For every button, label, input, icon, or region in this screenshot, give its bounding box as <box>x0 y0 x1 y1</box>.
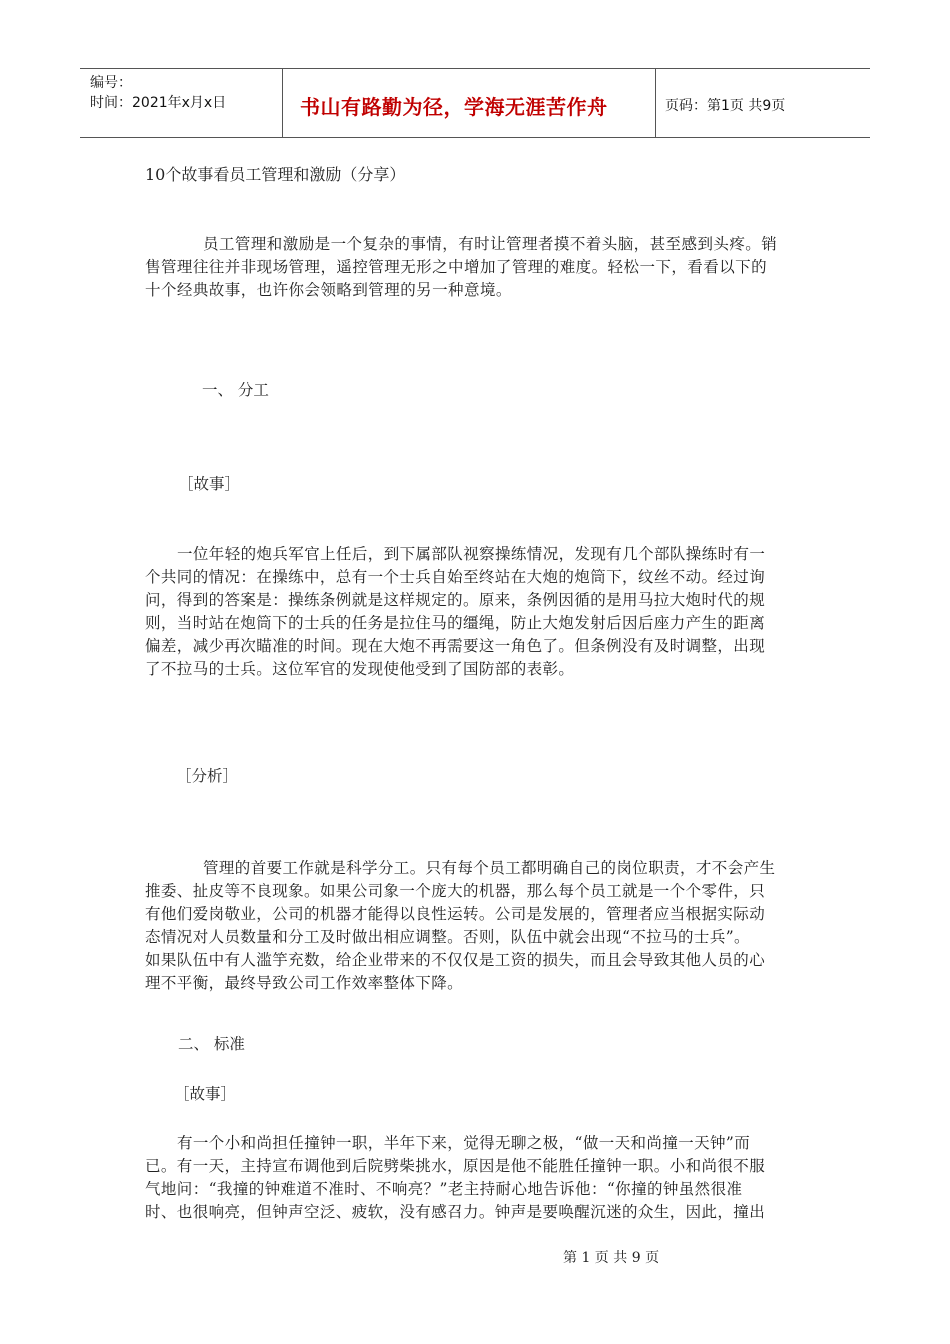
page-footer: 第 1 页 共 9 页 <box>563 1250 660 1266</box>
header-motto: 书山有路勤为径，学海无涯苦作舟 <box>300 95 608 119</box>
text-line: 有一个小和尚担任撞钟一职，半年下来，觉得无聊之极，“做一天和尚撞一天钟”而 <box>177 1134 751 1152</box>
intro-paragraph <box>145 233 777 302</box>
header-divider <box>655 69 656 137</box>
text-line: 有他们爱岗敬业，公司的机器才能得以良性运转。公司是发展的，管理者应当根据实际动 <box>145 905 766 923</box>
story-label: ［故事］ <box>178 475 241 493</box>
text-line: 则，当时站在炮筒下的士兵的任务是拉住马的缰绳，防止大炮发射后因后座力产生的距离 <box>145 614 766 632</box>
section-heading: 一、 分工 <box>202 381 269 399</box>
text-line: 推委、扯皮等不良现象。如果公司象一个庞大的机器，那么每个员工就是一个个零件，只 <box>145 882 766 900</box>
document-date-label: 时间：2021年x月x日 <box>90 95 227 111</box>
section-heading: 二、 标准 <box>178 1035 245 1053</box>
text-line: 个共同的情况：在操练中，总有一个士兵自始至终站在大炮的炮筒下，纹丝不动。经过询 <box>145 568 766 586</box>
text-line: 如果队伍中有人滥竽充数，给企业带来的不仅仅是工资的损失，而且会导致其他人员的心 <box>145 951 766 969</box>
story-paragraph <box>145 543 765 681</box>
text-line: 偏差，减少再次瞄准的时间。现在大炮不再需要这一角色了。但条例没有及时调整，出现 <box>145 637 766 655</box>
text-line: 问，得到的答案是：操练条例就是这样规定的。原来，条例因循的是用马拉大炮时代的规 <box>145 591 766 609</box>
story-paragraph <box>145 1132 765 1224</box>
text-line: 管理的首要工作就是科学分工。只有每个员工都明确自己的岗位职责，才不会产生 <box>203 859 776 877</box>
header-page-number: 页码：第1页 共9页 <box>665 98 786 114</box>
header-divider <box>282 69 283 137</box>
analysis-label: ［分析］ <box>176 767 239 785</box>
story-label: ［故事］ <box>174 1085 237 1103</box>
text-line: 理不平衡，最终导致公司工作效率整体下降。 <box>145 974 464 992</box>
text-line: 态情况对人员数量和分工及时做出相应调整。否则，队伍中就会出现“不拉马的士兵”。 <box>145 928 750 946</box>
text-line: 已。有一天，主持宣布调他到后院劈柴挑水，原因是他不能胜任撞钟一职。小和尚很不服 <box>145 1157 766 1175</box>
analysis-paragraph <box>145 857 775 995</box>
text-line: 十个经典故事，也许你会领略到管理的另一种意境。 <box>145 281 512 299</box>
text-line: 了不拉马的士兵。这位军官的发现使他受到了国防部的表彰。 <box>145 660 575 678</box>
text-line: 售管理往往并非现场管理，遥控管理无形之中增加了管理的难度。轻松一下，看看以下的 <box>145 258 768 276</box>
document-number-label: 编号： <box>90 75 132 91</box>
page-header <box>80 68 870 138</box>
document-title: 10个故事看员工管理和激励（分享） <box>145 165 406 184</box>
text-line: 时、也很响亮，但钟声空泛、疲软，没有感召力。钟声是要唤醒沉迷的众生，因此，撞出 <box>145 1203 766 1221</box>
header-meta <box>90 73 226 113</box>
text-line: 一位年轻的炮兵军官上任后，到下属部队视察操练情况，发现有几个部队操练时有一 <box>177 545 766 563</box>
text-line: 气地问：“我撞的钟难道不准时、不响亮？”老主持耐心地告诉他：“你撞的钟虽然很准 <box>145 1180 743 1198</box>
text-line: 员工管理和激励是一个复杂的事情，有时让管理者摸不着头脑，甚至感到头疼。销 <box>203 235 778 253</box>
